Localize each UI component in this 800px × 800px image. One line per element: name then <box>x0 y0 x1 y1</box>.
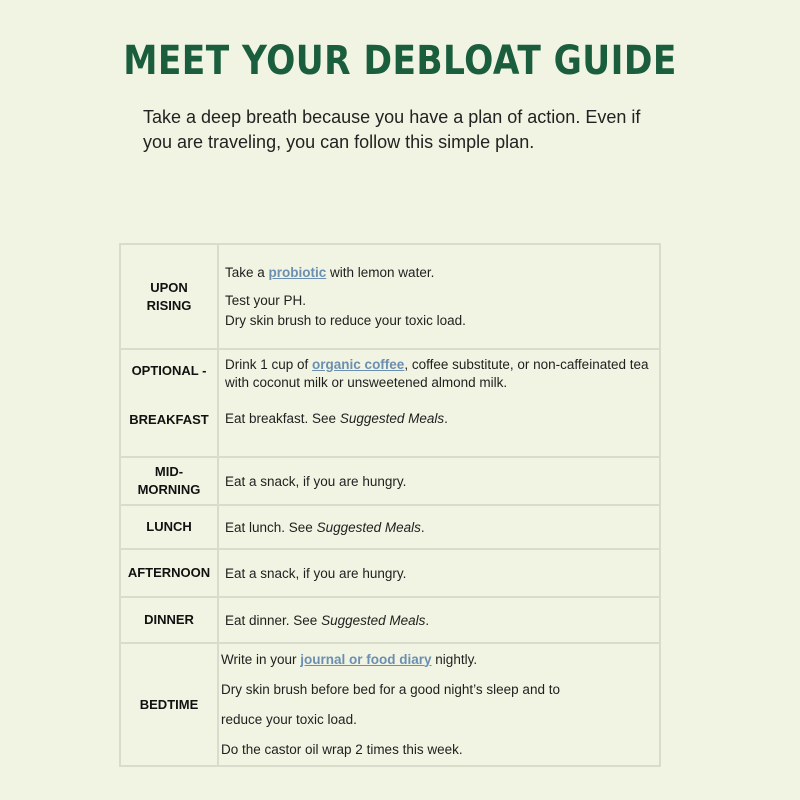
row-label-bedtime: BEDTIME <box>120 643 218 766</box>
row-content-dinner <box>218 597 660 643</box>
probiotic-link[interactable]: probiotic <box>268 264 327 280</box>
row-content-upon-rising <box>218 244 660 349</box>
text: . <box>420 519 425 535</box>
row-label-upon-rising <box>120 244 218 349</box>
content-line: Do the castor oil wrap 2 times this week. <box>221 741 463 757</box>
row-content-optional <box>218 349 660 405</box>
row-label-optional: OPTIONAL - <box>120 349 218 405</box>
suggested-meals-text: Suggested Meals <box>316 519 421 535</box>
organic-coffee-link[interactable]: organic coffee <box>312 357 405 372</box>
text: Take a <box>225 264 269 280</box>
text: . <box>444 411 448 426</box>
table-row <box>120 643 660 766</box>
row-content-afternoon: Eat a snack, if you are hungry. <box>218 549 660 597</box>
text: , coffee substitute, or non-caffeinated tea with coconut milk or unsweetened almond milk. <box>225 357 649 390</box>
intro-paragraph: Take a deep breath because you have a plan of action. Even if you are traveling, you can follow this simple plan. <box>143 107 641 152</box>
row-label-afternoon: AFTERNOON <box>120 549 218 597</box>
row-label-mid-morning <box>120 457 218 505</box>
row-content-lunch <box>218 505 660 549</box>
text: Drink 1 cup of <box>225 357 313 372</box>
text: Eat breakfast. See <box>225 411 340 426</box>
debloat-schedule-table <box>119 243 661 767</box>
page-title: MEET YOUR DEBLOAT GUIDE <box>123 38 677 84</box>
journal-food-diary-link[interactable]: journal or food diary <box>300 651 432 667</box>
content-line: reduce your toxic load. <box>221 711 357 727</box>
table-row <box>120 349 660 405</box>
label-text: UPON <box>150 279 188 295</box>
label-text: RISING <box>146 297 192 313</box>
row-content-mid-morning: Eat a snack, if you are hungry. <box>218 457 660 505</box>
row-label-dinner: DINNER <box>120 597 218 643</box>
text: with lemon water. <box>326 264 435 280</box>
suggested-meals-text: Suggested Meals <box>321 612 426 628</box>
content-line: Test your PH. <box>225 292 307 308</box>
table-row <box>120 549 660 597</box>
suggested-meals-text: Suggested Meals <box>339 411 445 426</box>
content-line <box>221 645 651 675</box>
table-row <box>120 457 660 505</box>
table-row <box>120 405 660 457</box>
label-text: MID- <box>154 464 184 479</box>
table-row <box>120 244 660 349</box>
table-row <box>120 597 660 643</box>
label-text: MORNING <box>137 482 201 497</box>
text: Eat lunch. See <box>225 519 317 535</box>
text: Eat dinner. See <box>225 612 322 628</box>
row-label-breakfast: BREAKFAST <box>120 405 218 457</box>
row-content-bedtime <box>218 643 660 766</box>
text: Write in your <box>221 651 301 667</box>
text: . <box>425 612 430 628</box>
row-label-lunch: LUNCH <box>120 505 218 549</box>
content-line <box>225 263 651 283</box>
content-line: Dry skin brush to reduce your toxic load. <box>225 312 466 328</box>
content-line: Dry skin brush before bed for a good night’s sleep and to <box>221 681 560 697</box>
table-row <box>120 505 660 549</box>
text: nightly. <box>431 651 478 667</box>
row-content-breakfast <box>218 405 660 457</box>
